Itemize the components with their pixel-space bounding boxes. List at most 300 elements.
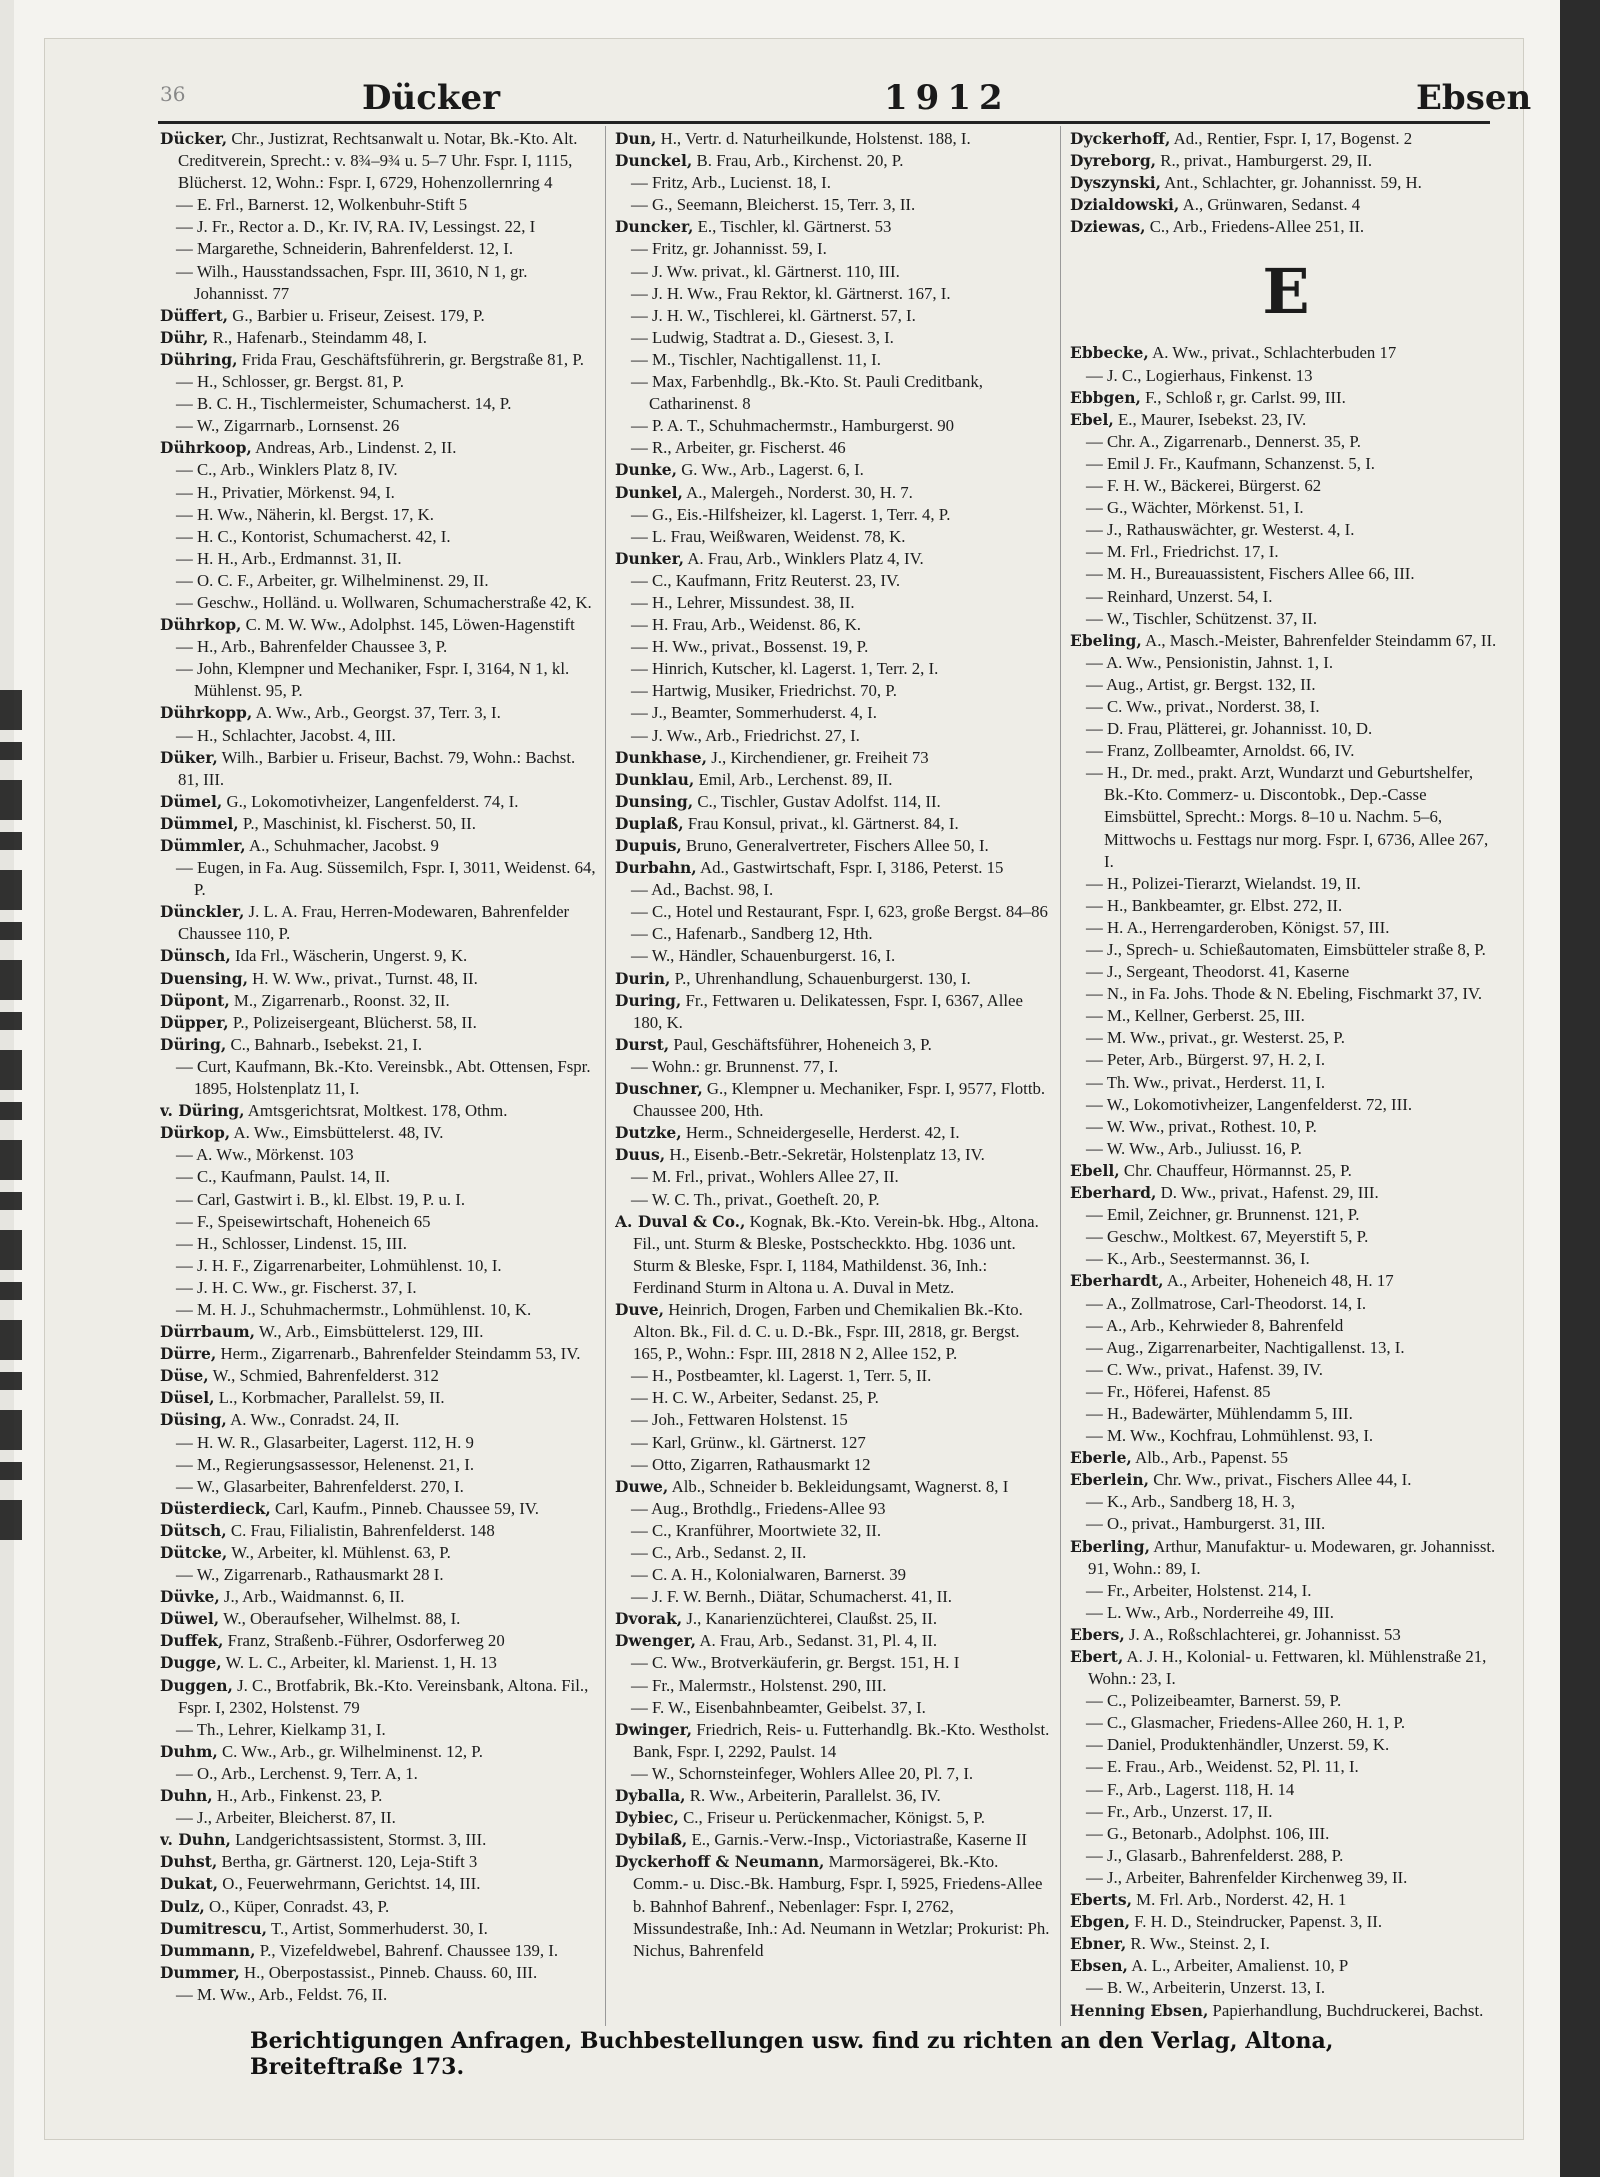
entry-name: — bbox=[176, 659, 197, 679]
directory-entry bbox=[160, 1763, 597, 1785]
directory-entry bbox=[1070, 1403, 1502, 1425]
directory-entry bbox=[1070, 453, 1502, 475]
entry-details: E., Maurer, Isebekst. 23, IV. bbox=[1118, 409, 1307, 429]
entry-name: — bbox=[1086, 741, 1107, 761]
section-letter: E bbox=[1262, 255, 1310, 329]
entry-name: During, bbox=[615, 990, 682, 1010]
column-divider-2 bbox=[1060, 126, 1061, 2026]
directory-entry bbox=[615, 1432, 1052, 1454]
entry-name: — bbox=[1086, 1713, 1107, 1733]
entry-name: Düsterdieck, bbox=[160, 1498, 271, 1518]
entry-name: — bbox=[176, 570, 197, 590]
entry-details: F. H. W., Bäckerei, Bürgerst. 62 bbox=[1106, 476, 1322, 496]
entry-details: Th. Ww., privat., Herderst. 11, I. bbox=[1106, 1072, 1326, 1092]
entry-name: — bbox=[1086, 1514, 1107, 1534]
entry-details: Ant., Schlachter, gr. Johannisst. 59, H. bbox=[1164, 173, 1422, 193]
directory-entry bbox=[615, 1520, 1052, 1542]
entry-name: — bbox=[631, 504, 652, 524]
entry-name: Dumitrescu, bbox=[160, 1918, 268, 1938]
directory-entry bbox=[160, 1166, 597, 1188]
entry-details: Fr., Malermstr., Holstenst. 290, III. bbox=[651, 1675, 887, 1695]
entry-name: Eberhardt, bbox=[1070, 1271, 1164, 1291]
entry-details: J. A., Roßschlachterei, gr. Johannisst. 53 bbox=[1129, 1624, 1401, 1644]
directory-entry bbox=[615, 1586, 1052, 1608]
entry-name: — bbox=[631, 902, 652, 922]
entry-details: Geschw., Holländ. u. Wollwaren, Schumacherstraße 42, K. bbox=[196, 592, 592, 612]
entry-details: A., Arb., Kehrwieder 8, Bahrenfeld bbox=[1106, 1315, 1344, 1335]
directory-entry bbox=[160, 1056, 597, 1100]
directory-entry bbox=[160, 1299, 597, 1321]
entry-name: — bbox=[176, 460, 197, 480]
directory-entry bbox=[1070, 1337, 1502, 1359]
directory-entry bbox=[160, 238, 597, 260]
entry-details: Reinhard, Unzerst. 54, I. bbox=[1106, 586, 1273, 606]
entry-details: W. Ww., Arb., Juliusst. 16, P. bbox=[1106, 1138, 1302, 1158]
entry-details: Eugen, in Fa. Aug. Süssemilch, Fspr. I, 3011, Weidenst. 64, P. bbox=[194, 858, 596, 900]
entry-name: Düvke, bbox=[160, 1587, 220, 1607]
entry-details: Emil, Arb., Lerchenst. 89, II. bbox=[698, 769, 893, 789]
directory-entry bbox=[160, 1896, 597, 1918]
entry-details: Andreas, Arb., Lindenst. 2, II. bbox=[255, 438, 457, 458]
entry-name: — bbox=[1086, 1978, 1107, 1998]
entry-details: F., Speisewirtschaft, Hoheneich 65 bbox=[196, 1211, 431, 1231]
directory-entry bbox=[615, 1387, 1052, 1409]
directory-entry bbox=[1070, 1425, 1502, 1447]
directory-entry bbox=[160, 1233, 597, 1255]
header-first-name: Dücker bbox=[362, 78, 501, 118]
entry-details: M. Frl., privat., Wohlers Allee 27, II. bbox=[651, 1167, 899, 1187]
entry-details: G., Betonarb., Adolphst. 106, III. bbox=[1106, 1823, 1330, 1843]
entry-details: Fritz, gr. Johannisst. 59, I. bbox=[651, 239, 827, 259]
directory-entry bbox=[1070, 1933, 1502, 1955]
entry-details: Chr. A., Zigarrenarb., Dennerst. 35, P. bbox=[1106, 431, 1361, 451]
entry-details: W., Händler, Schauenburgerst. 16, I. bbox=[651, 946, 896, 966]
directory-entry bbox=[160, 1343, 597, 1365]
entry-name: — bbox=[1086, 1426, 1107, 1446]
entry-name: — bbox=[176, 725, 197, 745]
entry-details: P., Maschinist, kl. Fischerst. 50, II. bbox=[242, 813, 476, 833]
entry-name: Dührkoop, bbox=[160, 438, 252, 458]
entry-details: R. Ww., Steinst. 2, I. bbox=[1130, 1934, 1270, 1954]
entry-name: — bbox=[176, 548, 197, 568]
entry-name: Dünckler, bbox=[160, 902, 245, 922]
entry-name: Dühring, bbox=[160, 349, 238, 369]
directory-entry bbox=[160, 1873, 597, 1895]
directory-entry bbox=[615, 945, 1052, 967]
entry-details: J. Ww. privat., kl. Gärtnerst. 110, III. bbox=[651, 261, 900, 281]
directory-entry bbox=[160, 1652, 597, 1674]
directory-entry bbox=[615, 504, 1052, 526]
directory-entry bbox=[160, 1277, 597, 1299]
directory-entry bbox=[160, 791, 597, 813]
directory-entry bbox=[1070, 1248, 1502, 1270]
entry-name: Dyckerhoff & Neumann, bbox=[615, 1852, 825, 1872]
entry-name: Düker, bbox=[160, 747, 218, 767]
entry-details: Alb., Arb., Papenst. 55 bbox=[1135, 1448, 1289, 1468]
entry-details: W., Oberaufseher, Wilhelmst. 88, I. bbox=[223, 1609, 461, 1629]
directory-entry bbox=[1070, 2000, 1502, 2024]
entry-name: v. Duhn, bbox=[160, 1830, 231, 1850]
directory-entry bbox=[615, 1763, 1052, 1785]
directory-entry bbox=[160, 216, 597, 238]
entry-details: J. H. W., Tischlerei, kl. Gärtnerst. 57, I. bbox=[651, 305, 916, 325]
entry-details: M. Frl., Friedrichst. 17, I. bbox=[1106, 542, 1279, 562]
entry-details: O., Arb., Lerchenst. 9, Terr. A, 1. bbox=[196, 1763, 418, 1783]
directory-entry bbox=[160, 128, 597, 194]
directory-entry bbox=[160, 1034, 597, 1056]
entry-details: O., Küper, Conradst. 43, P. bbox=[209, 1896, 390, 1916]
entry-details: M. H., Bureauassistent, Fischers Allee 66, III. bbox=[1106, 564, 1415, 584]
entry-details: E. Frl., Barnerst. 12, Wolkenbuhr-Stift 5 bbox=[196, 195, 468, 215]
entry-details: C., Kaufmann, Paulst. 14, II. bbox=[196, 1167, 390, 1187]
entry-name: — bbox=[176, 1476, 197, 1496]
binding-edge bbox=[0, 690, 22, 1550]
directory-entry bbox=[1070, 1381, 1502, 1403]
directory-entry bbox=[615, 592, 1052, 614]
entry-details: Daniel, Produktenhändler, Unzerst. 59, K. bbox=[1106, 1735, 1390, 1755]
directory-entry bbox=[1070, 1469, 1502, 1491]
directory-entry bbox=[1070, 1580, 1502, 1602]
entry-details: E., Tischler, kl. Gärtnerst. 53 bbox=[697, 217, 892, 237]
entry-details: A., Zollmatrose, Carl-Theodorst. 14, I. bbox=[1106, 1293, 1367, 1313]
entry-details: W., Schornsteinfeger, Wohlers Allee 20, Pl. 7, I. bbox=[651, 1763, 974, 1783]
entry-name: — bbox=[176, 526, 197, 546]
entry-name: — bbox=[1086, 1757, 1107, 1777]
entry-details: B. W., Arbeiterin, Unzerst. 13, I. bbox=[1106, 1978, 1326, 1998]
entry-name: — bbox=[631, 1056, 652, 1076]
directory-entry bbox=[1070, 1867, 1502, 1889]
entry-name: — bbox=[631, 1410, 652, 1430]
directory-entry bbox=[615, 1144, 1052, 1166]
entry-details: Ad., Gastwirtschaft, Fspr. I, 3186, Peterst. 15 bbox=[699, 858, 1004, 878]
directory-entry bbox=[160, 725, 597, 747]
entry-name: Dünsch, bbox=[160, 946, 231, 966]
directory-entry bbox=[160, 1807, 597, 1829]
entry-name: — bbox=[631, 1432, 652, 1452]
entry-details: J., Arbeiter, Bleicherst. 87, II. bbox=[196, 1808, 396, 1828]
entry-name: Dukat, bbox=[160, 1874, 219, 1894]
directory-entry bbox=[1070, 630, 1502, 652]
directory-entry bbox=[1070, 475, 1502, 497]
entry-name: — bbox=[1086, 1050, 1107, 1070]
entry-details: T., Artist, Sommerhuderst. 30, I. bbox=[270, 1918, 488, 1938]
entry-name: Düsing, bbox=[160, 1410, 227, 1430]
entry-name: — bbox=[631, 1520, 652, 1540]
directory-entry bbox=[160, 945, 597, 967]
directory-entry bbox=[160, 614, 597, 636]
directory-entry bbox=[615, 1697, 1052, 1719]
entry-details: Paul, Geschäftsführer, Hoheneich 3, P. bbox=[673, 1034, 932, 1054]
directory-entry bbox=[160, 1498, 597, 1520]
directory-entry bbox=[160, 1454, 597, 1476]
entry-details: J., Kirchendiener, gr. Freiheit 73 bbox=[711, 747, 929, 767]
directory-entry bbox=[160, 305, 597, 327]
directory-entry bbox=[1070, 652, 1502, 674]
entry-name: — bbox=[176, 1432, 197, 1452]
entry-name: Duve, bbox=[615, 1299, 664, 1319]
entry-details: Emil J. Fr., Kaufmann, Schanzenst. 5, I. bbox=[1106, 453, 1375, 473]
entry-details: W. Ww., privat., Rothest. 10, P. bbox=[1106, 1116, 1317, 1136]
entry-details: A. Ww., Eimsbüttelerst. 48, IV. bbox=[233, 1123, 444, 1143]
entry-name: — bbox=[631, 703, 652, 723]
directory-entry bbox=[160, 194, 597, 216]
entry-details: Bruno, Generalvertreter, Fischers Allee 50, I. bbox=[686, 836, 989, 855]
entry-name: — bbox=[631, 924, 652, 944]
entry-name: Dürrbaum, bbox=[160, 1322, 255, 1342]
directory-entry bbox=[160, 968, 597, 990]
directory-entry bbox=[160, 1719, 597, 1741]
directory-entry bbox=[1070, 740, 1502, 762]
entry-details: H., Oberpostassist., Pinneb. Chauss. 60, III. bbox=[244, 1962, 538, 1982]
entry-name: — bbox=[1086, 719, 1107, 739]
entry-details: F., Arb., Lagerst. 118, H. 14 bbox=[1106, 1779, 1295, 1799]
directory-entry bbox=[1070, 1911, 1502, 1933]
directory-entry bbox=[1070, 1491, 1502, 1513]
directory-entry bbox=[1070, 762, 1502, 872]
entry-details: A. Ww., privat., Schlachterbuden 17 bbox=[1152, 343, 1397, 363]
entry-name: — bbox=[631, 1587, 652, 1607]
entry-details: Kognak, Bk.-Kto. Verein-bk. Hbg., Altona. Fil., unt. Sturm & Bleske, Postscheckkto. Hbg. 1036 unt. Sturm & Bleske, Fspr. I, 1184, Mathildenst. 36, Inh.: Ferdinand Sturm in Altona u. A. Duval in Metz. bbox=[633, 1211, 1039, 1297]
entry-details: G., Barbier u. Friseur, Zeisest. 179, P. bbox=[232, 305, 485, 325]
entry-details: D. Frau, Plätterei, gr. Johannisst. 10, D. bbox=[1106, 719, 1373, 739]
entry-details: W., Lokomotivheizer, Langenfelderst. 72, III. bbox=[1106, 1094, 1413, 1114]
entry-details: H., Dr. med., prakt. Arzt, Wundarzt und Geburtshelfer, Bk.-Kto. Commerz- u. Discontobk., Dep.-Casse Eimsbüttel, Sprecht.: Morgs. 8–10 u. Nachm. 5–6, Mittwochs u. Festtags nur morg. Fspr. I, 6736, Allee 267, I. bbox=[1104, 763, 1489, 871]
directory-entry bbox=[615, 261, 1052, 283]
entry-name: Dybiec, bbox=[615, 1808, 679, 1828]
entry-name: — bbox=[176, 217, 197, 237]
entry-details: C. Ww., privat., Norderst. 38, I. bbox=[1106, 696, 1320, 716]
entry-name: — bbox=[1086, 1381, 1107, 1401]
entry-name: — bbox=[631, 416, 652, 436]
entry-name: Dunklau, bbox=[615, 769, 695, 789]
entry-name: Durin, bbox=[615, 968, 671, 988]
entry-details: Fr., Arbeiter, Holstenst. 214, I. bbox=[1106, 1580, 1312, 1600]
directory-entry bbox=[160, 1630, 597, 1652]
entry-name: — bbox=[1086, 940, 1107, 959]
entry-details: W., Zigarrenarb., Rathausmarkt 28 I. bbox=[196, 1565, 444, 1585]
entry-details: Aug., Zigarrenarbeiter, Nachtigallenst. 13, I. bbox=[1106, 1337, 1405, 1357]
directory-entry bbox=[615, 128, 1052, 150]
entry-details: Alb., Schneider b. Bekleidungsamt, Wagnerst. 8, I bbox=[671, 1476, 1009, 1496]
directory-entry bbox=[1070, 1293, 1502, 1315]
directory-entry bbox=[1070, 1116, 1502, 1138]
entry-details: M., Zigarrenarb., Roonst. 32, II. bbox=[233, 990, 450, 1010]
entry-details: B. Frau, Arb., Kirchenst. 20, P. bbox=[696, 151, 904, 171]
directory-entry bbox=[160, 1741, 597, 1763]
directory-entry bbox=[615, 327, 1052, 349]
entry-name: Dummer, bbox=[160, 1962, 240, 1982]
directory-entry bbox=[615, 570, 1052, 592]
directory-entry bbox=[1070, 1359, 1502, 1381]
entry-name: — bbox=[176, 1211, 197, 1231]
entry-details: A. Frau, Arb., Sedanst. 31, Pl. 4, II. bbox=[699, 1631, 938, 1651]
entry-details: C., Glasmacher, Friedens-Allee 260, H. 1, P. bbox=[1106, 1713, 1406, 1733]
directory-entry bbox=[160, 1984, 597, 2006]
entry-details: J., Sergeant, Theodorst. 41, Kaserne bbox=[1106, 962, 1350, 982]
entry-name: Düse, bbox=[160, 1366, 209, 1386]
directory-entry bbox=[1070, 1712, 1502, 1734]
directory-entry bbox=[615, 1608, 1052, 1630]
entry-details: H., Postbeamter, kl. Lagerst. 1, Terr. 5, II. bbox=[651, 1366, 932, 1386]
directory-entry bbox=[1070, 387, 1502, 409]
entry-name: Ebner, bbox=[1070, 1934, 1127, 1954]
directory-entry bbox=[1070, 1624, 1502, 1646]
entry-details: G., Lokomotivheizer, Langenfelderst. 74, I. bbox=[226, 791, 519, 811]
entry-details: H., Polizei-Tierarzt, Wielandst. 19, II. bbox=[1106, 873, 1361, 893]
entry-details: A. Ww., Pensionistin, Jahnst. 1, I. bbox=[1106, 652, 1334, 672]
directory-entry bbox=[160, 1387, 597, 1409]
directory-entry bbox=[160, 371, 597, 393]
entry-name: — bbox=[631, 659, 652, 679]
entry-details: Otto, Zigarren, Rathausmarkt 12 bbox=[651, 1454, 871, 1474]
entry-name: — bbox=[631, 1697, 652, 1717]
directory-entry bbox=[615, 459, 1052, 481]
entry-name: — bbox=[631, 1366, 652, 1386]
entry-details: W., Arbeiter, kl. Mühlenst. 63, P. bbox=[231, 1543, 451, 1562]
entry-details: Fr., Fettwaren u. Delikatessen, Fspr. I, 6367, Allee 180, K. bbox=[633, 990, 1023, 1032]
entry-details: J. F. W. Bernh., Diätar, Schumacherst. 41, II. bbox=[651, 1587, 952, 1607]
entry-name: — bbox=[176, 1255, 197, 1275]
entry-name: Duffek, bbox=[160, 1631, 224, 1651]
directory-entry bbox=[160, 1409, 597, 1431]
entry-details: Frau Konsul, privat., kl. Gärtnerst. 84, I. bbox=[687, 813, 959, 833]
entry-name: Duhm, bbox=[160, 1741, 218, 1761]
entry-details: C., Kranführer, Moortwiete 32, II. bbox=[651, 1520, 882, 1540]
entry-name: Dütcke, bbox=[160, 1543, 228, 1562]
entry-name: Duplaß, bbox=[615, 813, 684, 833]
entry-name: — bbox=[1086, 1801, 1107, 1821]
directory-entry bbox=[1070, 917, 1502, 939]
entry-details: M., Kellner, Gerberst. 25, III. bbox=[1106, 1006, 1305, 1026]
entry-name: — bbox=[176, 1808, 197, 1828]
directory-entry bbox=[615, 1409, 1052, 1431]
entry-name: — bbox=[1086, 873, 1107, 893]
directory-entry bbox=[160, 857, 597, 901]
entry-details: J., Sprech- u. Schießautomaten, Eimsbütteler straße 8, P. bbox=[1106, 940, 1486, 959]
entry-details: H., Bankbeamter, gr. Elbst. 272, II. bbox=[1106, 895, 1343, 915]
entry-details: L., Korbmacher, Parallelst. 59, II. bbox=[218, 1388, 445, 1408]
directory-entry bbox=[1070, 563, 1502, 585]
entry-name: — bbox=[1086, 453, 1107, 473]
entry-details: Chr., Justizrat, Rechtsanwalt u. Notar, Bk.-Kto. Alt. Creditverein, Sprecht.: v. 8¾–9¾ u. 5–7 Uhr. Fspr. I, 1115, Blücherst. 12, Wohn.: Fspr. I, 6729, Hohenzollernring 4 bbox=[178, 129, 578, 193]
directory-entry bbox=[615, 437, 1052, 459]
entry-details: A., Schuhmacher, Jacobst. 9 bbox=[248, 836, 439, 855]
directory-entry bbox=[1070, 1823, 1502, 1845]
entry-name: — bbox=[1086, 763, 1107, 783]
entry-details: H., Lehrer, Missundest. 38, II. bbox=[651, 592, 855, 612]
entry-name: — bbox=[1086, 1072, 1107, 1092]
directory-entry bbox=[615, 172, 1052, 194]
entry-name: Dun, bbox=[615, 129, 657, 148]
directory-entry bbox=[160, 747, 597, 791]
directory-entry bbox=[160, 1122, 597, 1144]
entry-name: — bbox=[176, 1056, 197, 1076]
directory-entry bbox=[1070, 172, 1502, 194]
entry-details: O. C. F., Arbeiter, gr. Wilhelminenst. 29, II. bbox=[196, 570, 489, 590]
entry-name: Duhst, bbox=[160, 1852, 218, 1872]
entry-name: — bbox=[631, 372, 652, 392]
directory-entry bbox=[160, 504, 597, 526]
entry-name: Ebell, bbox=[1070, 1160, 1120, 1180]
directory-entry bbox=[615, 283, 1052, 305]
directory-entry bbox=[615, 1630, 1052, 1652]
directory-entry bbox=[160, 1564, 597, 1586]
directory-entry bbox=[1070, 1138, 1502, 1160]
entry-details: A., Malergeh., Norderst. 30, H. 7. bbox=[686, 482, 913, 502]
entry-name: — bbox=[176, 261, 197, 281]
directory-entry bbox=[1070, 961, 1502, 983]
entry-details: Fr., Höferei, Hafenst. 85 bbox=[1106, 1381, 1271, 1401]
entry-details: A. Ww., Arb., Georgst. 37, Terr. 3, I. bbox=[255, 703, 501, 723]
entry-name: — bbox=[631, 261, 652, 281]
directory-entry bbox=[615, 614, 1052, 636]
entry-details: C., Bahnarb., Isebekst. 21, I. bbox=[230, 1034, 423, 1054]
entry-name: — bbox=[631, 880, 652, 900]
directory-entry bbox=[1070, 1270, 1502, 1292]
directory-entry bbox=[160, 1321, 597, 1343]
entry-name: Duus, bbox=[615, 1145, 666, 1165]
entry-name: Eberts, bbox=[1070, 1890, 1132, 1910]
entry-name: Dummann, bbox=[160, 1940, 256, 1960]
entry-details: C., Arb., Friedens-Allee 251, II. bbox=[1149, 217, 1365, 237]
entry-name: — bbox=[1086, 696, 1107, 716]
entry-name: — bbox=[176, 1145, 197, 1165]
header-last-name: Ebsen bbox=[1416, 78, 1532, 118]
entry-details: Emil, Zeichner, gr. Brunnenst. 121, P. bbox=[1106, 1205, 1360, 1225]
entry-name: — bbox=[1086, 1205, 1107, 1225]
entry-details: E. Frau., Arb., Weidenst. 52, Pl. 11, I. bbox=[1106, 1757, 1359, 1777]
entry-details: F., Schloß r, gr. Carlst. 99, III. bbox=[1145, 387, 1346, 407]
directory-entry bbox=[615, 857, 1052, 879]
entry-details: G., Eis.-Hilfsheizer, kl. Lagerst. 1, Terr. 4, P. bbox=[651, 504, 951, 524]
entry-details: Joh., Fettwaren Holstenst. 15 bbox=[651, 1410, 848, 1430]
entry-name: — bbox=[631, 1565, 652, 1585]
directory-entry bbox=[615, 658, 1052, 680]
entry-name: — bbox=[1086, 1006, 1107, 1026]
entry-name: — bbox=[631, 327, 652, 347]
directory-entry bbox=[615, 1166, 1052, 1188]
entry-details: Aug., Artist, gr. Bergst. 132, II. bbox=[1106, 674, 1316, 694]
directory-entry bbox=[1070, 409, 1502, 431]
entry-name: — bbox=[1086, 520, 1107, 540]
directory-entry bbox=[1070, 1889, 1502, 1911]
entry-details: J. Fr., Rector a. D., Kr. IV, RA. IV, Lessingst. 22, I bbox=[196, 217, 536, 237]
entry-name: — bbox=[1086, 1138, 1107, 1158]
entry-details: R., Arbeiter, gr. Fischerst. 46 bbox=[651, 438, 846, 458]
entry-name: — bbox=[176, 482, 197, 502]
entry-name: — bbox=[176, 1984, 197, 2004]
entry-details: K., Arb., Seestermannst. 36, I. bbox=[1106, 1249, 1310, 1269]
entry-details: H., Privatier, Mörkenst. 94, I. bbox=[196, 482, 395, 502]
entry-name: Dührkopp, bbox=[160, 703, 253, 723]
entry-details: A. Frau, Arb., Winklers Platz 4, IV. bbox=[687, 548, 924, 568]
entry-details: A., Arbeiter, Hoheneich 48, H. 17 bbox=[1166, 1271, 1394, 1291]
entry-details: C. Ww., privat., Hafenst. 39, IV. bbox=[1106, 1359, 1323, 1379]
entry-name: Dütsch, bbox=[160, 1520, 227, 1540]
directory-entry bbox=[1070, 873, 1502, 895]
entry-details: W., Schmied, Bahrenfelderst. 312 bbox=[212, 1366, 439, 1386]
directory-entry bbox=[160, 658, 597, 702]
directory-entry bbox=[1070, 1447, 1502, 1469]
entry-details: Peter, Arb., Bürgerst. 97, H. 2, I. bbox=[1106, 1050, 1326, 1070]
directory-entry bbox=[1070, 194, 1502, 216]
entry-details: H., Schlosser, gr. Bergst. 81, P. bbox=[196, 372, 404, 392]
directory-entry bbox=[1070, 1182, 1502, 1204]
directory-entry bbox=[160, 1520, 597, 1542]
directory-entry bbox=[160, 1476, 597, 1498]
entry-name: — bbox=[176, 1763, 197, 1783]
directory-entry bbox=[1070, 1756, 1502, 1778]
